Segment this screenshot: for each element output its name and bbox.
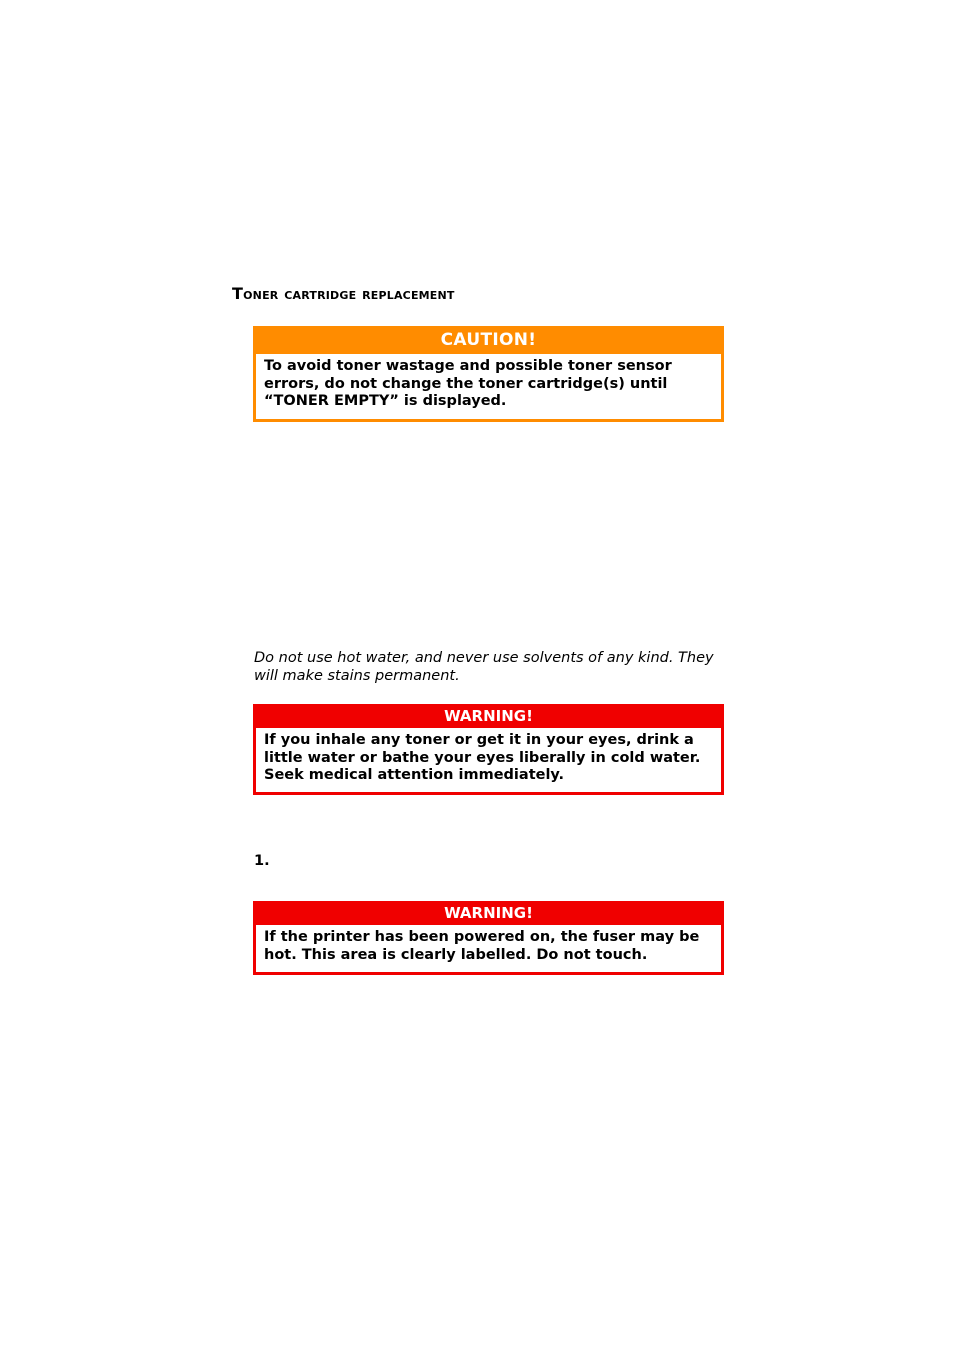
warning-box-fuser-hot [253,901,724,975]
section-heading: Toner cartridge replacement [232,284,455,303]
caution-box [253,326,724,422]
caution-text: To avoid toner wastage and possible toner sensor errors, do not change the toner cartridge(s) until “TONER EMPTY” is displayed. [264,358,672,410]
cleaning-note: Do not use hot water, and never use solvents of any kind. They will make stains permanent. [254,650,714,684]
warning-text: If you inhale any toner or get it in your eyes, drink a little water or bathe your eyes liberally in cold water. Seek medical attention immediately. [264,732,701,784]
caution-label: CAUTION! [253,326,724,354]
warning-box-toner-inhalation [253,704,724,795]
warning-text: If the printer has been powered on, the fuser may be hot. This area is clearly labelled. Do not touch. [264,929,700,963]
step-number: 1. [254,853,270,869]
warning-label: WARNING! [253,704,724,728]
warning-label: WARNING! [253,901,724,925]
